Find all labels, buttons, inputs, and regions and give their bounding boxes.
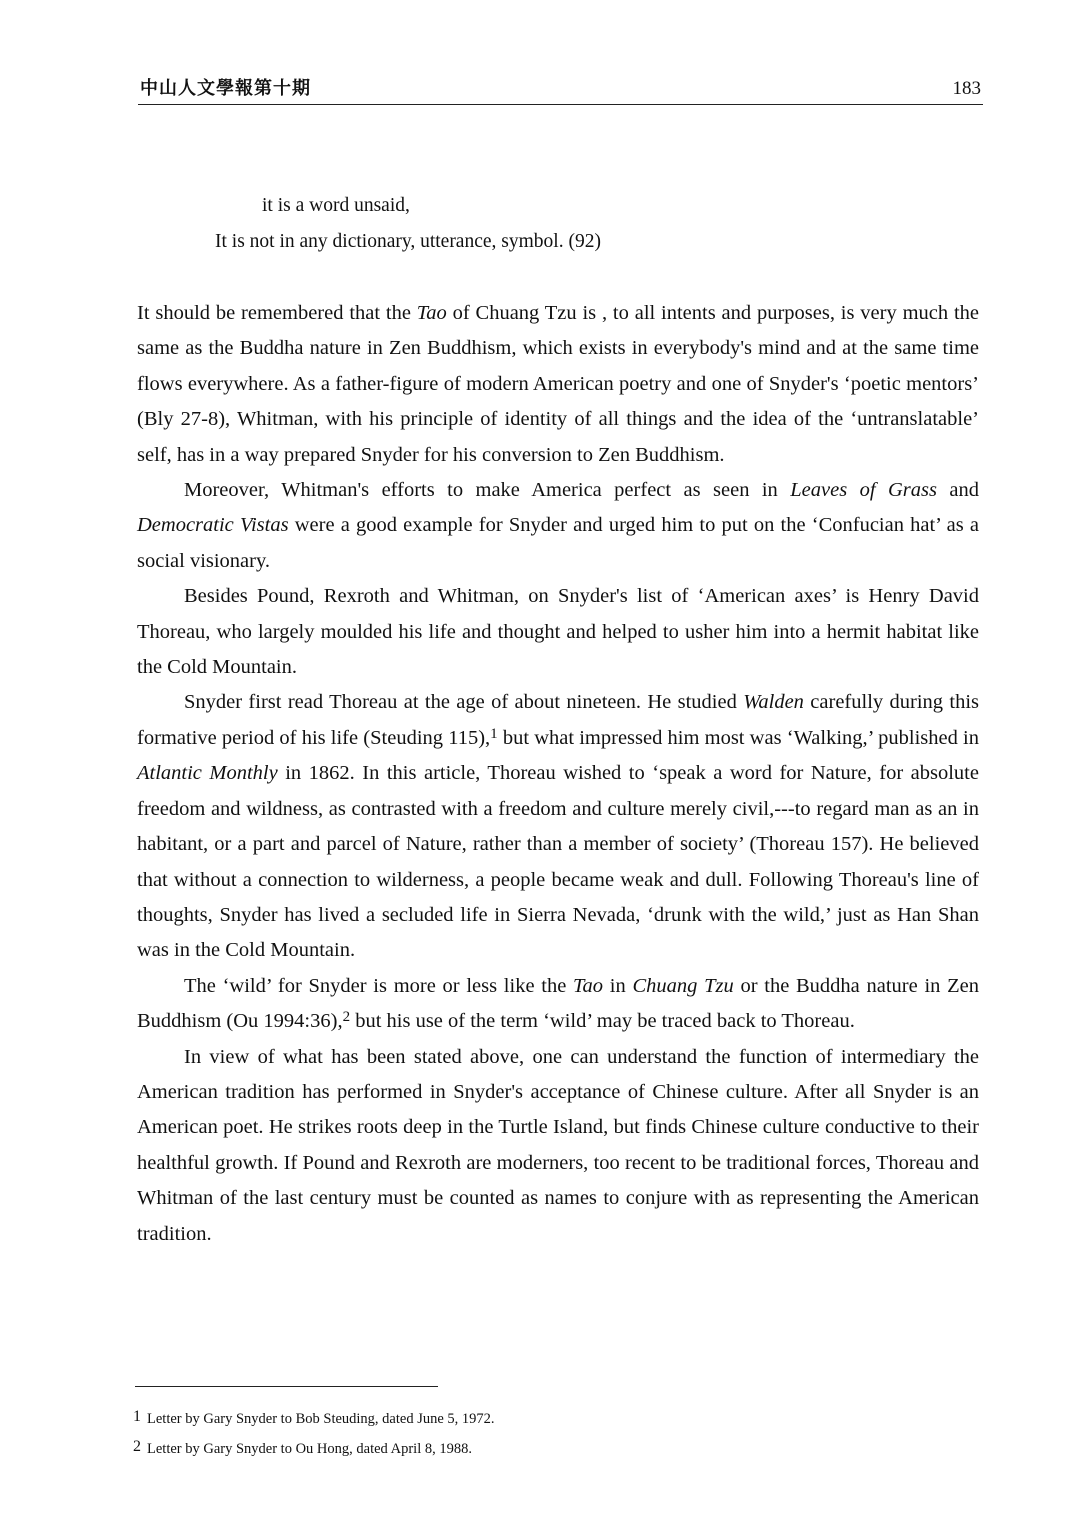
footnote-2-mark: 2 xyxy=(133,1438,141,1455)
paragraph-4-text-b: carefully during this formative period of his life (Steuding 115), xyxy=(137,691,979,749)
footnote-ref-1[interactable]: 1 xyxy=(490,725,498,742)
paragraph-5-term-tao: Tao xyxy=(573,974,604,997)
footnote-2 xyxy=(133,1438,472,1458)
footnote-1-mark: 1 xyxy=(133,1408,141,1425)
paragraph-5-text-b: in xyxy=(603,974,633,997)
paragraph-1-text-b: of Chuang Tzu is , to all intents and purposes, is very much the same as the Buddha nature in Zen Buddhism, which exists in everybody's mind and at the same time flows everywhere. As a father-figure of modern American poetry and one of Snyder's ‘poetic mentors’ (Bly 27-8), Whitman, with his principle of identity of all things and the idea of the ‘untranslatable’ self, has in a way prepared Snyder for his conversion to Zen Buddhism. xyxy=(137,302,979,466)
paragraph-2-title-leaves-of-grass: Leaves of Grass xyxy=(790,479,937,502)
paragraph-5 xyxy=(137,969,979,1040)
paragraph-2-text-a: Moreover, Whitman's efforts to make America perfect as seen in xyxy=(184,479,791,502)
footnote-ref-2[interactable]: 2 xyxy=(342,1009,351,1026)
page-number: 183 xyxy=(952,78,981,99)
paragraph-1-text-a: It should be remembered that the xyxy=(137,302,417,324)
paragraph-4-text-d: in 1862. In this article, Thoreau wished to ‘speak a word for Nature, for absolute freedom and wildness, as contrasted with a freedom and culture merely civil,---to regard man as an in habitant, or a part and parcel of Nature, rather than a member of society’ (Thoreau 157). He believed that without a connection to wilderness, a people became weak and dull. Following Thoreau's line of thoughts, Snyder has lived a secluded life in Sierra Nevada, ‘drunk with the wild,’ just as Han Shan was in the Cold Mountain. xyxy=(137,762,979,962)
paragraph-4-text-c: but what impressed him most was ‘Walking,’ published in xyxy=(497,726,979,749)
paragraph-5-text-d: but his use of the term ‘wild’ may be traced back to Thoreau. xyxy=(350,1010,855,1033)
paragraph-2-text-c: were a good example for Snyder and urged him to put on the ‘Confucian hat’ as a social visionary. xyxy=(137,514,979,572)
paragraph-5-text-c: or the Buddha nature in Zen Buddhism (Ou 1994:36), xyxy=(137,974,979,1033)
body-text xyxy=(137,296,979,1252)
paragraph-5-text-a: The ‘wild’ for Snyder is more or less like the xyxy=(184,974,574,997)
verse-line-1: it is a word unsaid, xyxy=(262,195,410,216)
paragraph-6: In view of what has been stated above, one can understand the function of intermediary the American tradition has performed in Snyder's acceptance of Chinese culture. After all Snyder is an American poet. He strikes roots deep in the Turtle Island, but finds Chinese culture conductive to their healthful growth. If Pound and Rexroth are moderners, too recent to be traditional forces, Thoreau and Whitman of the last century must be counted as names to conjure with as representing the American tradition. xyxy=(137,1045,979,1245)
paragraph-1 xyxy=(137,296,979,473)
paragraph-4-text-a: Snyder first read Thoreau at the age of about nineteen. He studied xyxy=(184,691,744,714)
footnote-1-text: Letter by Gary Snyder to Bob Steuding, dated June 5, 1972. xyxy=(147,1411,495,1427)
footnote-1 xyxy=(133,1408,495,1428)
paragraph-4-title-atlantic-monthly: Atlantic Monthly xyxy=(137,762,278,785)
paragraph-5-title-chuang-tzu: Chuang Tzu xyxy=(632,974,734,997)
footnote-2-text: Letter by Gary Snyder to Ou Hong, dated April 8, 1988. xyxy=(147,1441,472,1457)
paragraph-2-title-democratic-vistas: Democratic Vistas xyxy=(137,514,289,537)
journal-title: 中山人文學報第十期 xyxy=(140,78,311,99)
running-header xyxy=(138,72,983,105)
paragraph-1-term-tao: Tao xyxy=(416,302,447,324)
paragraph-4-title-walden: Walden xyxy=(743,691,804,714)
paragraph-2 xyxy=(137,473,979,579)
footnote-divider xyxy=(135,1386,438,1387)
paragraph-2-text-b: and xyxy=(936,479,979,502)
paragraph-3: Besides Pound, Rexroth and Whitman, on Snyder's list of ‘American axes’ is Henry David Thoreau, who largely moulded his life and thought and helped to usher him into a hermit habitat like the Cold Mountain. xyxy=(137,585,979,679)
verse-line-2: It is not in any dictionary, utterance, symbol. (92) xyxy=(215,231,601,252)
paragraph-4 xyxy=(137,685,979,968)
